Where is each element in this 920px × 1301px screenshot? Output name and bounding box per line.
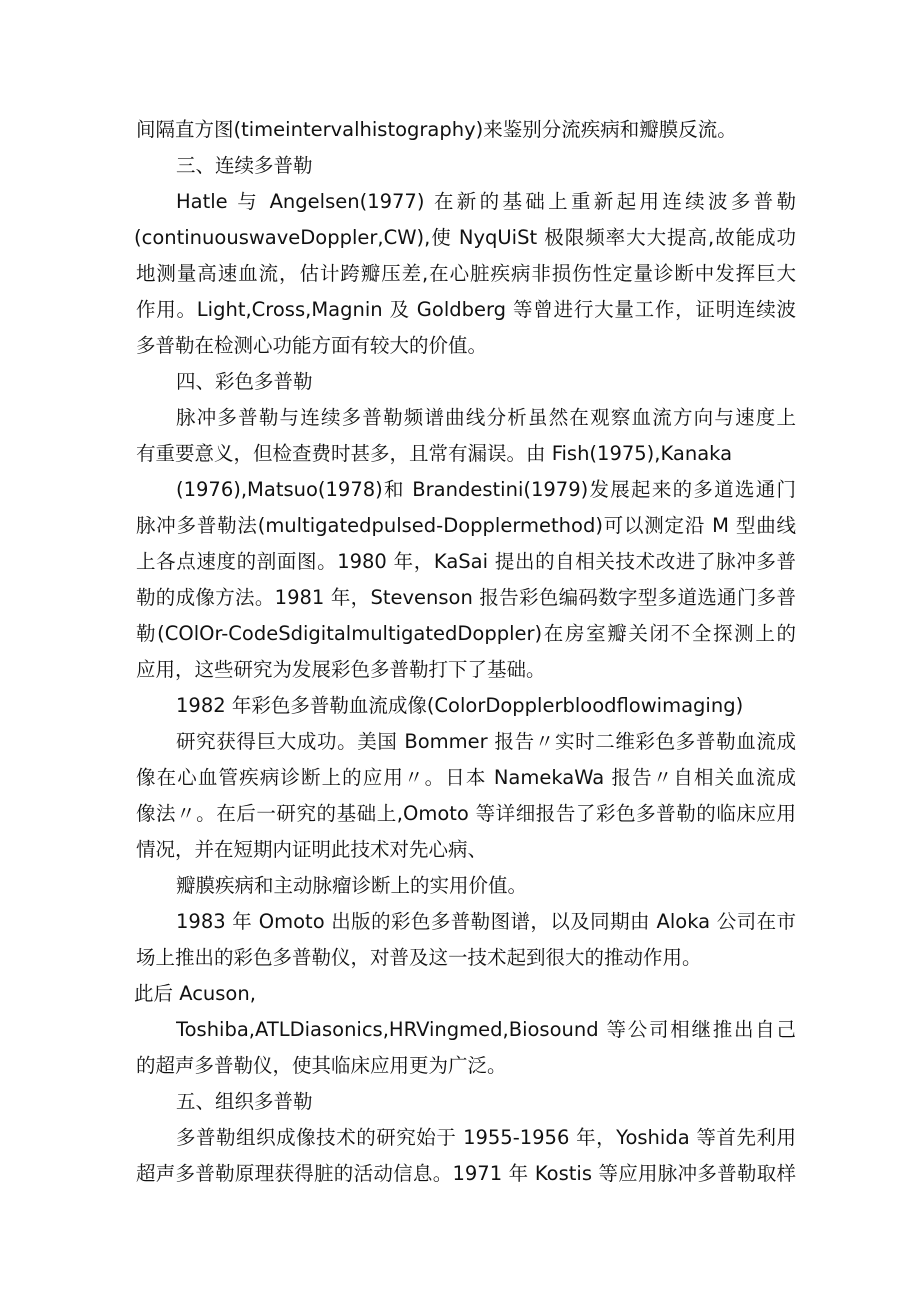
text-line: 勒(COlOr-CodeSdigitalmultigatedDoppler)在房室瓣关闭不全探测上的 — [136, 622, 796, 645]
section-heading-color-doppler: 四、彩色多普勒 — [176, 370, 313, 393]
text-line: 此后 Acuson, — [134, 982, 256, 1005]
text-line: 研究获得巨大成功。美国 Bommer 报告〃实时二维彩色多普勒血流成 — [176, 730, 796, 753]
text-line: 像在心血管疾病诊断上的应用〃。日本 NamekaWa 报告〃自相关血流成 — [136, 766, 796, 789]
text-line: 1983 年 Omoto 出版的彩色多普勒图谱，以及同期由 Aloka 公司在市 — [176, 910, 796, 933]
text-line: Toshiba,ATLDiasonics,HRVingmed,Biosound 等公司相继推出自己 — [176, 1018, 796, 1041]
text-line: 作用。Light,Cross,Magnin 及 Goldberg 等曾进行大量工作，证明连续波 — [136, 298, 796, 321]
text-line: 间隔直方图(timeintervalhistography)来鉴别分流疾病和瓣膜反流。 — [136, 118, 737, 141]
text-line: (1976),Matsuo(1978)和 Brandestini(1979)发展起来的多道选通门 — [176, 478, 796, 501]
text-line: Hatle 与 Angelsen(1977) 在新的基础上重新起用连续波多普勒 — [176, 190, 796, 213]
text-line: 超声多普勒原理获得脏的活动信息。1971 年 Kostis 等应用脉冲多普勒取样 — [136, 1162, 796, 1185]
section-heading-tissue-doppler: 五、组织多普勒 — [176, 1090, 313, 1113]
section-heading-continuous-doppler: 三、连续多普勒 — [176, 154, 313, 177]
text-line: 多普勒组织成像技术的研究始于 1955-1956 年，Yoshida 等首先利用 — [176, 1126, 796, 1149]
text-line: 1982 年彩色多普勒血流成像(ColorDopplerbloodflowimaging) — [176, 694, 744, 717]
text-line: 地测量高速血流，估计跨瓣压差,在心脏疾病非损伤性定量诊断中发挥巨大 — [136, 262, 796, 285]
text-line: 多普勒在检测心功能方面有较大的价值。 — [136, 334, 488, 357]
text-line: 瓣膜疾病和主动脉瘤诊断上的实用价值。 — [176, 874, 528, 897]
text-line: 的超声多普勒仪，使其临床应用更为广泛。 — [136, 1054, 507, 1077]
text-line: (continuouswaveDoppler,CW),使 NyqUiSt 极限频率大大提高,故能成功 — [134, 226, 796, 249]
text-line: 情况，并在短期内证明此技术对先心病、 — [136, 838, 488, 861]
text-line: 场上推出的彩色多普勒仪，对普及这一技术起到很大的推动作用。 — [136, 946, 702, 969]
text-line: 像法〃。在后一研究的基础上,Omoto 等详细报告了彩色多普勒的临床应用 — [136, 802, 796, 825]
text-line: 脉冲多普勒与连续多普勒频谱曲线分析虽然在观察血流方向与速度上 — [176, 406, 796, 429]
text-line: 上各点速度的剖面图。1980 年，KaSai 提出的自相关技术改进了脉冲多普 — [136, 550, 796, 573]
text-line: 脉冲多普勒法(multigatedpulsed-Dopplermethod)可以测定沿 M 型曲线 — [136, 514, 796, 537]
text-line: 勒的成像方法。1981 年，Stevenson 报告彩色编码数字型多道选通门多普 — [136, 586, 796, 609]
text-line: 有重要意义，但检查费时甚多，且常有漏误。由 Fish(1975),Kanaka — [136, 442, 733, 465]
text-line: 应用，这些研究为发展彩色多普勒打下了基础。 — [136, 658, 546, 681]
